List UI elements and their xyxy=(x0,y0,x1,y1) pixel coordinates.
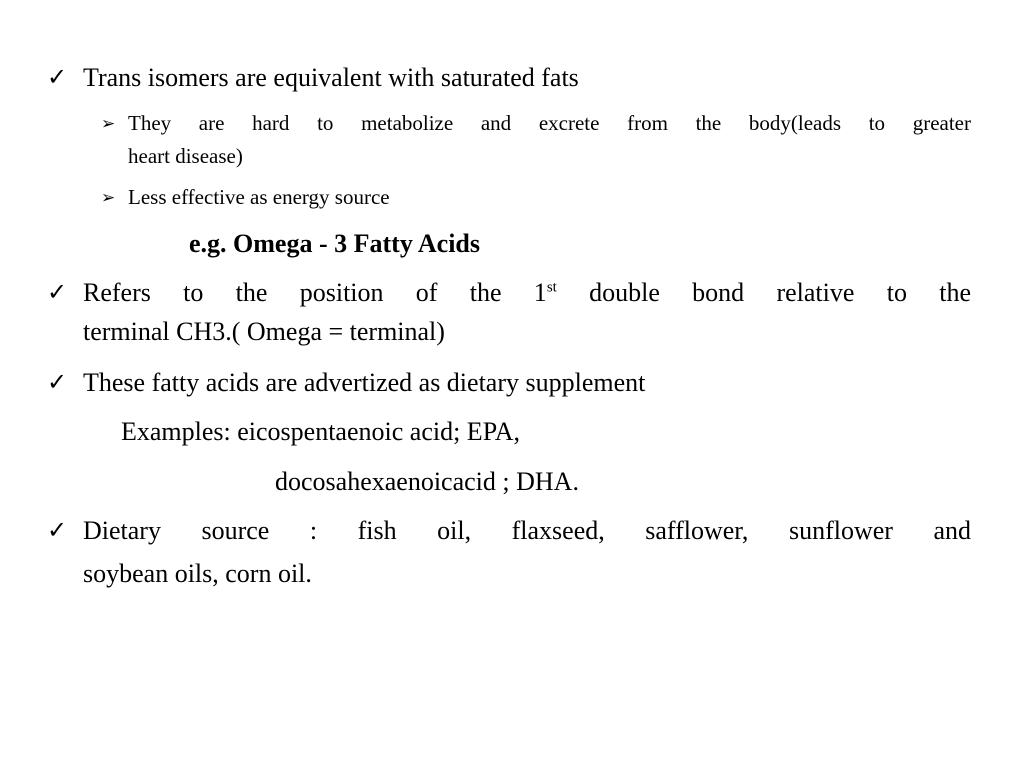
arrow-bullet-icon: ➢ xyxy=(101,114,116,133)
bullet-refers-to-position-cont: terminal CH3.( Omega = terminal) xyxy=(83,317,445,346)
sub-bullet-energy-source: Less effective as energy source xyxy=(128,185,390,209)
refers-text-cont: double bond relative to the xyxy=(589,278,971,307)
bullet-dietary-source: Dietary source : fish oil, flaxseed, safflower, sunflower and xyxy=(83,516,971,545)
example-dha: docosahexaenoicacid ; DHA. xyxy=(275,467,579,496)
checkmark-icon: ✓ xyxy=(47,280,68,306)
checkmark-icon: ✓ xyxy=(47,370,68,396)
bullet-refers-to-position xyxy=(83,274,971,312)
section-heading: e.g. Omega - 3 Fatty Acids xyxy=(189,229,481,258)
example-epa: Examples: eicospentaenoic acid; EPA, xyxy=(121,417,521,446)
ordinal-superscript: st xyxy=(546,279,557,296)
bullet-dietary-supplement: These fatty acids are advertized as dietary supplement xyxy=(83,368,646,397)
checkmark-icon: ✓ xyxy=(47,65,68,91)
checkmark-icon: ✓ xyxy=(47,518,68,544)
bullet-trans-isomers: Trans isomers are equivalent with saturated fats xyxy=(83,63,579,92)
refers-text: Refers to the position of the 1 xyxy=(83,278,547,307)
sub-bullet-hard-to-metabolize: They are hard to metabolize and excrete from the body(leads to greater xyxy=(128,111,971,135)
arrow-bullet-icon: ➢ xyxy=(101,188,116,207)
bullet-dietary-source-cont: soybean oils, corn oil. xyxy=(83,559,312,588)
sub-bullet-hard-to-metabolize-cont: heart disease) xyxy=(128,144,243,168)
